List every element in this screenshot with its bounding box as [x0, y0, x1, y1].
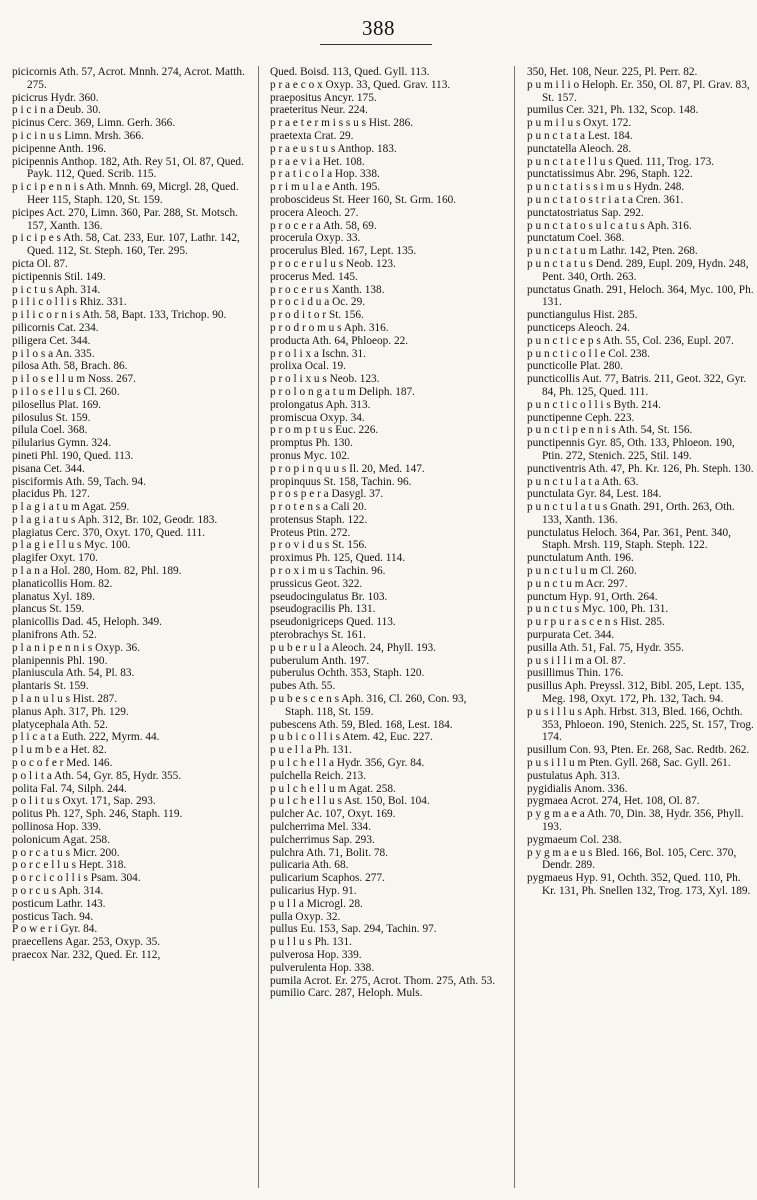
index-entry: p y g m a e u s Bled. 166, Bol. 105, Cerc. 370, Dendr. 289. — [527, 846, 737, 872]
index-entry: p u n c t a t a Lest. 184. — [527, 129, 633, 142]
index-entry: pumila Acrot. Er. 275, Acrot. Thom. 275, Ath. 53. — [270, 974, 496, 987]
index-entry: p u m i l u s Oxyt. 172. — [527, 117, 632, 130]
index-entry: p r o l o n g a t u m Deliph. 187. — [270, 385, 415, 398]
index-entry: p r a e c o x Oxyp. 33, Qued. Grav. 113. — [270, 78, 451, 91]
index-entry: p u n c t a t o s u l c a t u s Aph. 316. — [527, 219, 692, 232]
index-entry: p u s i l l u m Pten. Gyll. 268, Sac. Gyll. 261. — [527, 757, 731, 770]
index-entry: picipenne Anth. 196. — [12, 142, 107, 155]
index-entry: p u r p u r a s c e n s Hist. 285. — [527, 616, 665, 629]
index-entry: pubescens Ath. 59, Bled. 168, Lest. 184. — [270, 718, 453, 731]
index-entry: plagiatus Cerc. 370, Oxyt. 170, Qued. 111. — [12, 526, 206, 539]
index-entry: p u l c h e l l u s Ast. 150, Bol. 104. — [270, 795, 430, 808]
index-entry: plagifer Oxyt. 170. — [12, 552, 98, 565]
index-entry: p i c i p e s Ath. 58, Cat. 233, Eur. 107, Lathr. 142, Qued. 112, St. Steph. 160, Ter. 295. — [12, 232, 240, 258]
index-entry: p u n c t i c o l l e Col. 238. — [527, 347, 650, 360]
index-entry: promiscua Oxyp. 34. — [270, 411, 365, 424]
index-entry: p u n c t u s Myc. 100, Ph. 131. — [527, 603, 669, 616]
index-entry: protensus Staph. 122. — [270, 513, 368, 526]
index-entry: p u n c t u l a t a Ath. 63. — [527, 475, 639, 488]
index-entry: pygmaea Acrot. 274, Het. 108, Ol. 87. — [527, 795, 700, 808]
index-entry: p i l i c o l l i s Rhiz. 331. — [12, 296, 127, 309]
index-entry: p r o x i m u s Tachin. 96. — [270, 565, 386, 578]
index-entry: piligera Cet. 344. — [12, 334, 91, 347]
index-entry: punctatostriatus Sap. 292. — [527, 206, 644, 219]
index-entry: proximus Ph. 125, Qued. 114. — [270, 552, 406, 565]
index-entry: p u n c t a t u s Dend. 289, Eupl. 209, Hydn. 248, Pent. 340, Orth. 263. — [527, 257, 749, 283]
index-entry: pronus Myc. 102. — [270, 449, 350, 462]
index-entry: puberulus Ochth. 353, Staph. 120. — [270, 667, 425, 680]
index-entry: p u n c t u l a t u s Gnath. 291, Orth. 263, Oth. 133, Xanth. 136. — [527, 501, 735, 526]
index-entry: p u l c h e l l a Hydr. 356, Gyr. 84. — [270, 757, 425, 770]
index-entry: prussicus Geot. 322. — [270, 577, 363, 590]
index-entry: posticum Lathr. 143. — [12, 897, 106, 910]
index-entry: prolongatus Aph. 313. — [270, 398, 371, 411]
index-entry: p o l i t u s Oxyt. 171, Sap. 293. — [12, 795, 156, 808]
index-entry: pseudonigriceps Qued. 113. — [270, 616, 396, 629]
index-entry: promptus Ph. 130. — [270, 437, 353, 450]
page-number: 388 — [362, 16, 395, 40]
index-entry: puncticolle Plat. 280. — [527, 360, 624, 373]
index-entry: p i c t u s Aph. 314. — [12, 283, 101, 296]
index-entry: p u b e s c e n s Aph. 316, Cl. 260, Con. 93, Staph. 118, St. 159. — [270, 693, 467, 718]
index-entry: planiuscula Ath. 54, Pl. 83. — [12, 667, 135, 680]
index-entry: p u b e r u l a Aleoch. 24, Phyll. 193. — [270, 641, 436, 654]
index-entry: p r a e u s t u s Anthop. 183. — [270, 142, 397, 155]
index-entry: pilosellus Plat. 169. — [12, 398, 102, 411]
index-entry: p o r c i c o l l i s Psam. 304. — [12, 872, 141, 885]
index-entry: p u b i c o l l i s Atem. 42, Euc. 227. — [270, 731, 433, 744]
index-entry: pilularius Gymn. 324. — [12, 437, 112, 450]
index-entry: pulla Oxyp. 32. — [270, 910, 341, 923]
column-divider — [514, 66, 515, 1188]
index-entry: pilosa Ath. 58, Brach. 86. — [12, 360, 128, 373]
index-entry: pullus Eu. 153, Sap. 294, Tachin. 97. — [270, 923, 437, 936]
index-column-middle — [270, 66, 496, 1192]
index-entry: 350, Het. 108, Neur. 225, Pl. Perr. 82. — [527, 66, 698, 78]
index-entry: p o r c e l l u s Hept. 318. — [12, 859, 127, 872]
index-entry: pulcher Ac. 107, Oxyt. 169. — [270, 808, 396, 821]
index-entry: puncticeps Aleoch. 24. — [527, 321, 630, 334]
index-entry: p r o c e r a Ath. 58, 69. — [270, 219, 377, 232]
index-entry: procerus Med. 145. — [270, 270, 358, 283]
index-entry: purpurata Cet. 344. — [527, 629, 615, 642]
index-entry: proboscideus St. Heer 160, St. Grm. 160. — [270, 193, 457, 206]
index-entry: platycephala Ath. 52. — [12, 718, 108, 731]
index-entry: punctatum Coel. 368. — [527, 232, 625, 245]
index-entry: p u n c t a t o s t r i a t a Cren. 361. — [527, 193, 684, 206]
index-entry: punctulatus Heloch. 364, Par. 361, Pent. 340, Staph. Mrsh. 119, Staph. Steph. 122. — [527, 526, 731, 552]
index-entry: picipennis Anthop. 182, Ath. Rey 51, Ol. 87, Qued. Payk. 112, Qued. Scrib. 115. — [12, 155, 244, 181]
index-entry: p r a e t e r m i s s u s Hist. 286. — [270, 117, 414, 130]
index-entry: placidus Ph. 127. — [12, 488, 90, 501]
index-entry: p i c i n u s Limn. Mrsh. 366. — [12, 129, 144, 142]
index-entry: p o r c u s Aph. 314. — [12, 885, 104, 897]
index-entry: pygmaeus Hyp. 91, Ochth. 352, Qued. 110, Ph. Kr. 131, Ph. Snellen 132, Trog. 173, Xyl. 189. — [527, 872, 751, 897]
index-entry: picipes Act. 270, Limn. 360, Par. 288, St. Motsch. 157, Xanth. 136. — [12, 206, 238, 232]
index-entry: polonicum Agat. 258. — [12, 833, 110, 846]
index-entry: p r o c e r u l u s Neob. 123. — [270, 257, 396, 270]
index-entry: p u n c t i c e p s Ath. 55, Col. 236, Eupl. 207. — [527, 334, 734, 347]
index-entry: p l u m b e a Het. 82. — [12, 744, 107, 757]
index-entry: praecox Nar. 232, Qued. Er. 112, — [12, 948, 161, 961]
index-entry: pygmaeum Col. 238. — [527, 833, 622, 846]
index-entry: p l i c a t a Euth. 222, Myrm. 44. — [12, 731, 160, 744]
header-rule — [320, 44, 432, 45]
index-entry: p l a g i a t u s Aph. 312, Br. 102, Geodr. 183. — [12, 513, 218, 526]
index-entry: p u n c t i p e n n i s Ath. 54, St. 156. — [527, 424, 693, 437]
index-entry: p u n c t a t e l l u s Qued. 111, Trog. 173. — [527, 155, 715, 168]
index-entry: p r o m p t u s Euc. 226. — [270, 424, 379, 437]
index-entry: punctulatum Anth. 196. — [527, 552, 634, 565]
index-entry: picicrus Hydr. 360. — [12, 91, 99, 104]
index-entry: pubes Ath. 55. — [270, 680, 336, 693]
index-entry: planicollis Dad. 45, Heloph. 349. — [12, 616, 162, 629]
index-entry: planifrons Ath. 52. — [12, 629, 97, 642]
index-entry: p u s i l l i m a Ol. 87. — [527, 654, 626, 667]
index-entry: producta Ath. 64, Phloeop. 22. — [270, 334, 409, 347]
index-entry: pulverulenta Hop. 338. — [270, 961, 375, 974]
index-entry: pseudocingulatus Br. 103. — [270, 590, 388, 603]
index-entry: pollinosa Hop. 339. — [12, 821, 102, 834]
index-entry: p i l i c o r n i s Ath. 58, Bapt. 133, Trichop. 90. — [12, 309, 227, 322]
index-entry: p u m i l i o Heloph. Er. 350, Ol. 87, Pl. Grav. 83, St. 157. — [527, 78, 750, 104]
index-entry: pulicarium Scaphos. 277. — [270, 872, 385, 885]
index-entry: p y g m a e a Ath. 70, Din. 38, Hydr. 356, Phyll. 193. — [527, 808, 744, 834]
index-entry: pusilla Ath. 51, Fal. 75, Hydr. 355. — [527, 641, 684, 654]
index-entry: politus Ph. 127, Sph. 246, Staph. 119. — [12, 808, 183, 821]
index-entry: p u l l u s Ph. 131. — [270, 936, 352, 949]
index-entry: p r o l i x a Ischn. 31. — [270, 347, 367, 360]
index-entry: pulcherrimus Sap. 293. — [270, 833, 375, 846]
index-entry: p r o t e n s a Cali 20. — [270, 501, 367, 514]
index-entry: Proteus Ptin. 272. — [270, 526, 351, 539]
index-entry: p r i m u l a e Anth. 195. — [270, 181, 381, 194]
index-entry: p r o s p e r a Dasygl. 37. — [270, 488, 384, 501]
index-entry: pulchella Reich. 213. — [270, 769, 366, 782]
index-entry: polita Fal. 74, Silph. 244. — [12, 782, 127, 795]
index-entry: planus Aph. 317, Ph. 129. — [12, 705, 129, 718]
index-entry: pilosulus St. 159. — [12, 411, 91, 424]
index-entry: p r o v i d u s St. 156. — [270, 539, 367, 552]
index-column-left — [12, 66, 250, 1192]
index-entry: procerula Oxyp. 33. — [270, 232, 361, 245]
index-entry: picinus Cerc. 369, Limn. Gerh. 366. — [12, 117, 176, 130]
index-entry: pusillimus Thin. 176. — [527, 667, 624, 680]
index-entry: p r a e v i a Het. 108. — [270, 155, 365, 168]
index-entry: p i l o s a An. 335. — [12, 347, 95, 360]
index-entry: pulcherrima Mel. 334. — [270, 821, 372, 834]
index-entry: plantaris St. 159. — [12, 680, 89, 693]
index-entry: p l a n u l u s Hist. 287. — [12, 693, 118, 706]
index-entry: pterobrachys St. 161. — [270, 629, 367, 642]
index-entry: p i l o s e l l u s Cl. 260. — [12, 385, 120, 398]
index-entry: p r a t i c o l a Hop. 338. — [270, 168, 380, 181]
index-entry: praetexta Crat. 29. — [270, 129, 354, 142]
index-entry: praepositus Ancyr. 175. — [270, 91, 377, 104]
index-entry: punctatella Aleoch. 28. — [527, 142, 632, 155]
index-entry: posticus Tach. 94. — [12, 910, 94, 923]
index-entry: p r o l i x u s Neob. 123. — [270, 373, 380, 386]
column-divider — [258, 66, 259, 1188]
index-entry: p o r c a t u s Micr. 200. — [12, 846, 120, 859]
index-entry: picicornis Ath. 57, Acrot. Mnnh. 274, Acrot. Matth. 275. — [12, 66, 245, 91]
index-column-right — [527, 66, 755, 1192]
index-entry: punctiangulus Hist. 285. — [527, 309, 638, 322]
index-entry: p i l o s e l l u m Noss. 267. — [12, 373, 136, 386]
index-entry: punctiventris Ath. 47, Ph. Kr. 126, Ph. Steph. 130. — [527, 462, 754, 475]
index-entry: p u s i l l u s Aph. Hrbst. 313, Bled. 166, Ochth. 353, Phloeon. 190, Stenich. 225, St. 157, Trog. 174. — [527, 705, 754, 744]
index-entry: p u n c t a t u m Lathr. 142, Pten. 268. — [527, 245, 698, 258]
index-entry: punctum Hyp. 91, Orth. 264. — [527, 590, 658, 603]
index-entry: pisana Cet. 344. — [12, 462, 85, 475]
index-entry: pineti Phl. 190, Qued. 113. — [12, 449, 134, 462]
index-entry: p r o d r o m u s Aph. 316. — [270, 321, 389, 334]
index-entry: Qued. Boisd. 113, Qued. Gyll. 113. — [270, 66, 430, 78]
index-entry: pulicarius Hyp. 91. — [270, 885, 357, 897]
index-entry: pulchra Ath. 71, Bolit. 78. — [270, 846, 388, 859]
index-entry: pygidialis Anom. 336. — [527, 782, 628, 795]
index-entry: pulicaria Ath. 68. — [270, 859, 349, 872]
index-entry: planatus Xyl. 189. — [12, 590, 95, 603]
index-entry: p r o c e r u s Xanth. 138. — [270, 283, 385, 296]
index-entry: procera Aleoch. 27. — [270, 206, 359, 219]
index-entry: pictipennis Stil. 149. — [12, 270, 106, 283]
index-entry: praeteritus Neur. 224. — [270, 104, 368, 117]
index-entry: p i c i p e n n i s Ath. Mnnh. 69, Micrgl. 28, Qued. Heer 115, Staph. 120, St. 159. — [12, 181, 239, 206]
index-entry: pilicornis Cat. 234. — [12, 321, 99, 334]
index-entry: punctipenne Ceph. 223. — [527, 411, 635, 424]
index-entry: p l a n i p e n n i s Oxyp. 36. — [12, 641, 141, 654]
index-entry: pumilus Cer. 321, Ph. 132, Scop. 148. — [527, 104, 699, 117]
index-entry: picta Ol. 87. — [12, 257, 68, 270]
index-entry: p o c o f e r Med. 146. — [12, 757, 113, 770]
index-entry: punctipennis Gyr. 85, Oth. 133, Phloeon. 190, Ptin. 272, Stenich. 225, Stil. 149. — [527, 437, 735, 462]
index-entry: p r o d i t o r St. 156. — [270, 309, 364, 322]
index-entry: p u n c t u m Acr. 297. — [527, 577, 628, 590]
index-entry: p r o p i n q u u s Il. 20, Med. 147. — [270, 462, 425, 475]
index-entry: prolixa Ocal. 19. — [270, 360, 346, 373]
index-entry: p l a g i a t u m Agat. 259. — [12, 501, 130, 514]
index-entry: p r o c i d u a Oc. 29. — [270, 296, 366, 309]
index-entry: p i c i n a Deub. 30. — [12, 104, 101, 117]
index-entry: p u e l l a Ph. 131. — [270, 744, 352, 757]
index-entry: punctulata Gyr. 84, Lest. 184. — [527, 488, 662, 501]
index-entry: pustulatus Aph. 313. — [527, 769, 620, 782]
index-entry: p u n c t i c o l l i s Byth. 214. — [527, 398, 661, 411]
index-entry: p l a g i e l l u s Myc. 100. — [12, 539, 131, 552]
index-entry: punctatissimus Abr. 296, Staph. 122. — [527, 168, 693, 181]
index-entry: plancus St. 159. — [12, 603, 85, 616]
index-entry: pilula Coel. 368. — [12, 424, 88, 437]
index-entry: punctatus Gnath. 291, Heloch. 364, Myc. 100, Ph. 131. — [527, 283, 754, 309]
index-entry: pumilio Carc. 287, Heloph. Muls. — [270, 987, 423, 1000]
index-entry: pulverosa Hop. 339. — [270, 948, 362, 961]
index-entry: p o l i t a Ath. 54, Gyr. 85, Hydr. 355. — [12, 769, 182, 782]
index-entry: pusillus Aph. Preyssl. 312, Bibl. 205, Lept. 135, Meg. 198, Oxyt. 172, Ph. 132, Tach. 94. — [527, 680, 745, 706]
index-entry: p u n c t a t i s s i m u s Hydn. 248. — [527, 181, 685, 194]
index-entry: praecellens Agar. 253, Oxyp. 35. — [12, 936, 161, 949]
index-entry: planipennis Phl. 190. — [12, 654, 108, 667]
index-entry: p u l l a Microgl. 28. — [270, 897, 363, 910]
index-entry: p u n c t u l u m Cl. 260. — [527, 565, 637, 578]
index-entry: propinquus St. 158, Tachin. 96. — [270, 475, 412, 488]
index-entry: pisciformis Ath. 59, Tach. 94. — [12, 475, 146, 488]
index-entry: puberulum Anth. 197. — [270, 654, 370, 667]
index-entry: P o w e r i Gyr. 84. — [12, 923, 98, 936]
index-entry: puncticollis Aut. 77, Batris. 211, Geot. 322, Gyr. 84, Ph. 125, Qued. 111. — [527, 373, 747, 398]
index-entry: p u l c h e l l u m Agat. 258. — [270, 782, 396, 795]
index-entry: planaticollis Hom. 82. — [12, 577, 113, 590]
index-entry: p l a n a Hol. 280, Hom. 82, Phl. 189. — [12, 565, 182, 578]
index-entry: pseudogracilis Ph. 131. — [270, 603, 376, 616]
index-entry: procerulus Bled. 167, Lept. 135. — [270, 245, 417, 258]
index-entry: pusillum Con. 93, Pten. Er. 268, Sac. Redtb. 262. — [527, 744, 750, 757]
